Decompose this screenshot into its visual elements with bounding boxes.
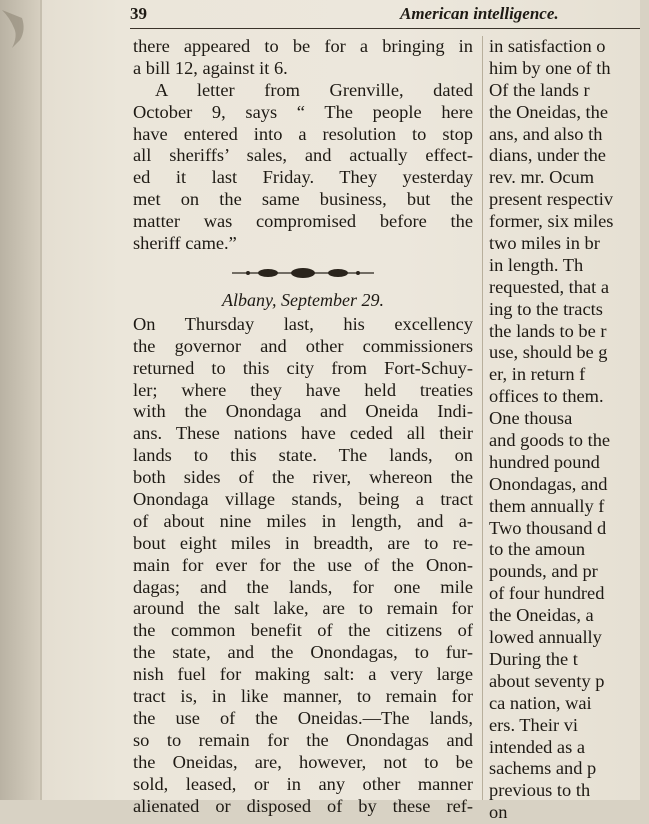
- fold-line: [40, 0, 42, 800]
- text-line: intended as a: [489, 736, 586, 757]
- text-line: ing to the tracts: [489, 298, 603, 319]
- text-line: A letter from Grenville, dated: [155, 79, 473, 100]
- text-line: all sheriffs’ sales, and actually effect-: [133, 145, 473, 166]
- text-line: pounds, and pr: [489, 561, 598, 582]
- text-line: During the t: [489, 648, 578, 669]
- text-line: present respectiv: [489, 189, 614, 210]
- text-line: Onondagas, and: [489, 473, 608, 494]
- text-line: ca nation, wai: [489, 692, 592, 713]
- text-line: the lands to be r: [489, 320, 607, 341]
- text-line: met on the same business, but the: [133, 189, 473, 210]
- text-line: dians, under the: [489, 145, 606, 166]
- text-line: two miles in br: [489, 233, 600, 254]
- text-line: requested, that a: [489, 276, 609, 297]
- text-line: Onondaga village stands, being a tract: [133, 489, 473, 510]
- text-line: returned to this city from Fort-Schuy-: [133, 357, 473, 378]
- page-header: [130, 2, 640, 28]
- text-line: both sides of the river, whereon the: [133, 467, 473, 488]
- text-line: the Oneidas, a: [489, 605, 594, 626]
- page-number: 39: [130, 4, 147, 23]
- text-line: ans. These nations have ceded all their: [133, 423, 473, 444]
- text-line: main for ever for the use of the Onon-: [133, 554, 473, 575]
- tear-mark-icon: [0, 0, 30, 60]
- text-line: a bill 12, against it 6.: [133, 57, 288, 78]
- text-line: nish fuel for making salt: a very large: [133, 664, 473, 685]
- text-line: er, in return f: [489, 364, 586, 385]
- text-line: use, should be g: [489, 342, 608, 363]
- text-line: in satisfaction o: [489, 36, 606, 56]
- text-line: sheriff came.”: [133, 233, 237, 254]
- text-line: the state, and the Onondagas, to fur-: [133, 642, 473, 663]
- text-line: the Oneidas, are, however, not to be: [133, 751, 473, 772]
- text-line: Of the lands r: [489, 79, 590, 100]
- text-line: dagas; and the lands, for one mile: [133, 576, 473, 597]
- text-line: lands to this state. The lands, on: [133, 445, 473, 466]
- text-line: alienated or disposed of by these ref-: [133, 795, 473, 816]
- text-line: the use of the Oneidas.—The lands,: [133, 707, 473, 728]
- running-head: American intelligence.: [400, 4, 559, 23]
- text-line: tract is, in like manner, to remain for: [133, 686, 473, 707]
- text-line: ler; where they have held treaties: [133, 379, 473, 400]
- text-line: have entered into a resolution to stop: [133, 123, 473, 144]
- text-line: about seventy p: [489, 670, 605, 691]
- text-line: the common benefit of the citizens of: [133, 620, 473, 641]
- text-line: in length. Th: [489, 254, 584, 275]
- text-line: rev. mr. Ocum: [489, 167, 595, 188]
- main-column: [133, 36, 473, 817]
- header-rule: [130, 28, 640, 29]
- text-line: offices to them.: [489, 386, 604, 407]
- text-line: ed it last Friday. They yesterday: [133, 167, 473, 188]
- text-line: to the amoun: [489, 539, 586, 560]
- text-line: there appeared to be for a bringing in: [133, 36, 473, 56]
- page-margin: [0, 0, 40, 800]
- text-line: ans, and also th: [489, 123, 603, 144]
- text-line: One thousa: [489, 408, 573, 429]
- text-line: bout eight miles in breadth, are to re-: [133, 532, 473, 553]
- text-line: ers. Their vi: [489, 714, 579, 735]
- text-line: matter was compromised before the: [133, 211, 473, 232]
- text-line: and goods to the: [489, 430, 611, 451]
- text-line: the Oneidas, the: [489, 101, 608, 122]
- text-line: lowed annually: [489, 627, 602, 648]
- text-line: around the salt lake, are to remain for: [133, 598, 473, 619]
- section-ornament: [133, 258, 473, 288]
- ornament-divider-icon: [228, 266, 378, 280]
- text-line: them annually f: [489, 495, 605, 516]
- text-line: on: [489, 802, 508, 823]
- text-line: previous to th: [489, 780, 591, 801]
- text-line: Two thousand d: [489, 517, 607, 538]
- text-line: October 9, says “ The people here: [133, 101, 473, 122]
- text-line: the governor and other commissioners: [133, 335, 473, 356]
- text-line: hundred pound: [489, 451, 600, 472]
- column-divider: [482, 36, 483, 800]
- text-line: with the Onondaga and Oneida Indi-: [133, 401, 473, 422]
- text-line: sold, leased, or in any other manner: [133, 773, 473, 794]
- text-line: On Thursday last, his excellency: [133, 313, 473, 334]
- text-line: of four hundred: [489, 583, 605, 604]
- text-line: former, six miles: [489, 211, 614, 232]
- text-line: him by one of th: [489, 57, 611, 78]
- dateline: Albany, September 29.: [222, 289, 384, 310]
- text-line: of about nine miles in length, and a-: [133, 510, 473, 531]
- text-line: so to remain for the Onondagas and: [133, 729, 473, 750]
- text-line: sachems and p: [489, 758, 597, 779]
- right-column: [489, 36, 649, 824]
